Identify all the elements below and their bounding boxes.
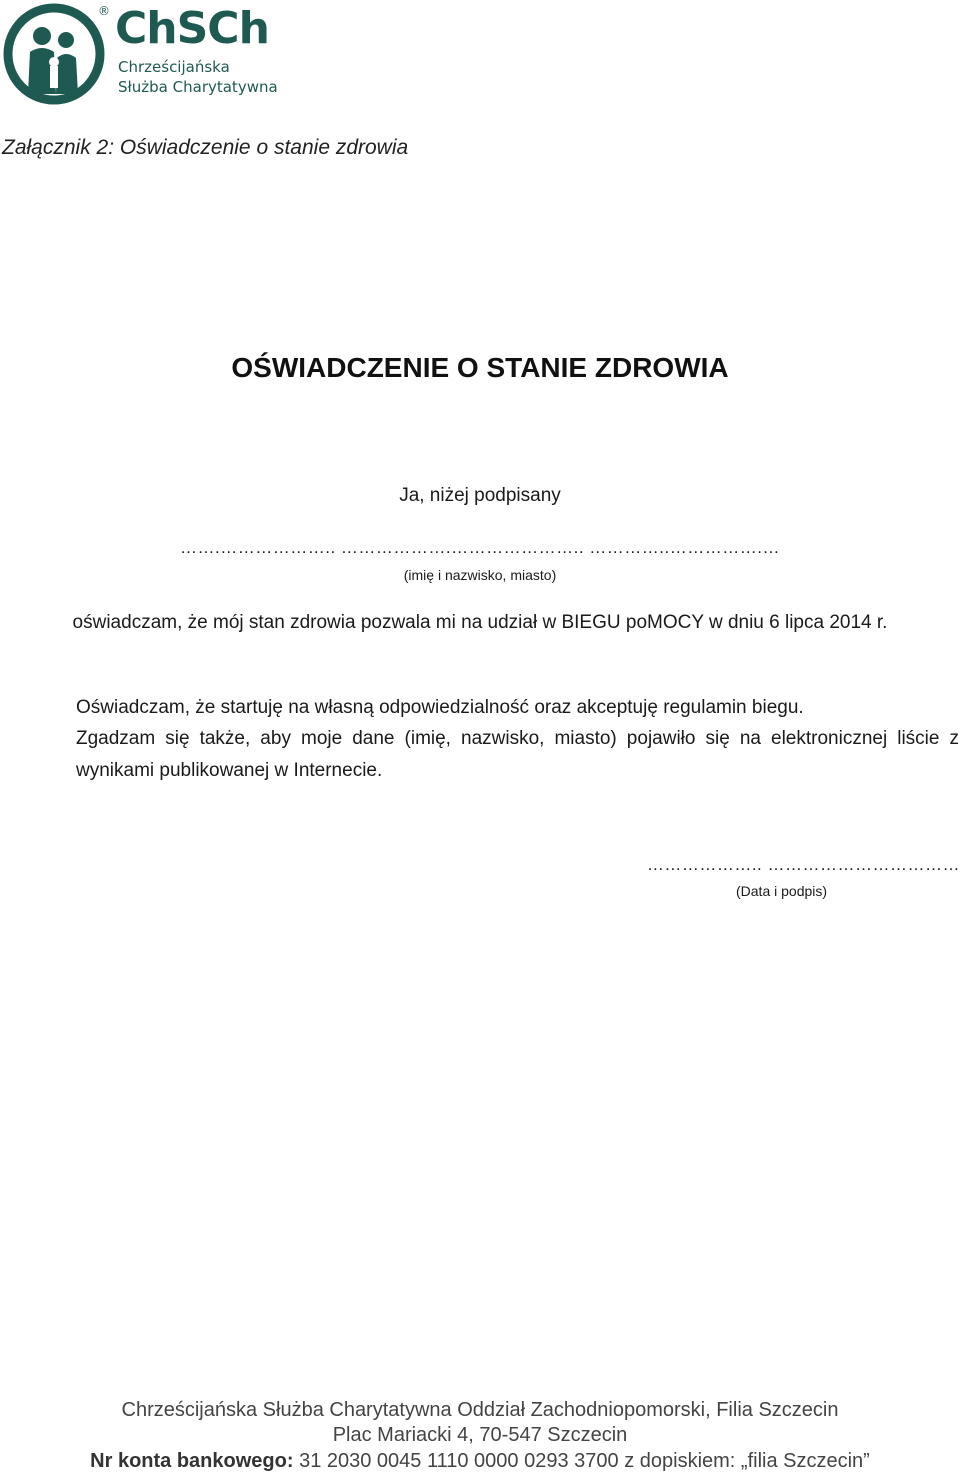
registered-mark: ® <box>98 4 110 18</box>
family-logo-icon <box>2 2 110 106</box>
footer-address: Plac Mariacki 4, 70-547 Szczecin <box>332 1424 628 1446</box>
health-statement: oświadczam, że mój stan zdrowia pozwala mi na udział w BIEGU poMOCY w dniu 6 lipca 2014 r. <box>72 612 888 633</box>
responsibility-paragraph: Oświadczam, że startuję na własną odpowiedzialność oraz akceptuję regulamin biegu. <box>76 697 804 718</box>
footer-bank-account <box>0 1450 960 1473</box>
consent-paragraph: Zgadzam się także, aby moje dane (imię, nazwisko, miasto) pojawiło się na elektronicznej liście z wynikami publikowanej w Internecie. <box>76 728 959 781</box>
signature-caption: (Data i podpis) <box>736 883 828 899</box>
name-fill-line: …….……………….. ……………….………………….. …………..…………….… <box>180 538 780 557</box>
attachment-label: Załącznik 2: Oświadczenie o stanie zdrowia <box>2 136 409 159</box>
organization-logo <box>2 2 292 106</box>
document-title: OŚWIADCZENIE O STANIE ZDROWIA <box>231 352 729 383</box>
bank-account-value: 31 2030 0045 1110 0000 0293 3700 z dopiskiem: „filia Szczecin” <box>293 1450 870 1472</box>
bank-account-label: Nr konta bankowego: <box>90 1450 294 1472</box>
footer-organization: Chrześcijańska Służba Charytatywna Oddział Zachodniopomorski, Filia Szczecin <box>121 1399 839 1421</box>
name-fill-caption: (imię i nazwisko, miasto) <box>403 567 557 583</box>
logo-name: ChSCh <box>115 3 269 54</box>
intro-text: Ja, niżej podpisany <box>399 485 561 506</box>
logo-line-2: Służba Charytatywna <box>118 78 278 96</box>
logo-line-1: Chrześcijańska <box>118 58 230 76</box>
signature-fill-line: ……………….. …………………………… <box>646 855 960 874</box>
